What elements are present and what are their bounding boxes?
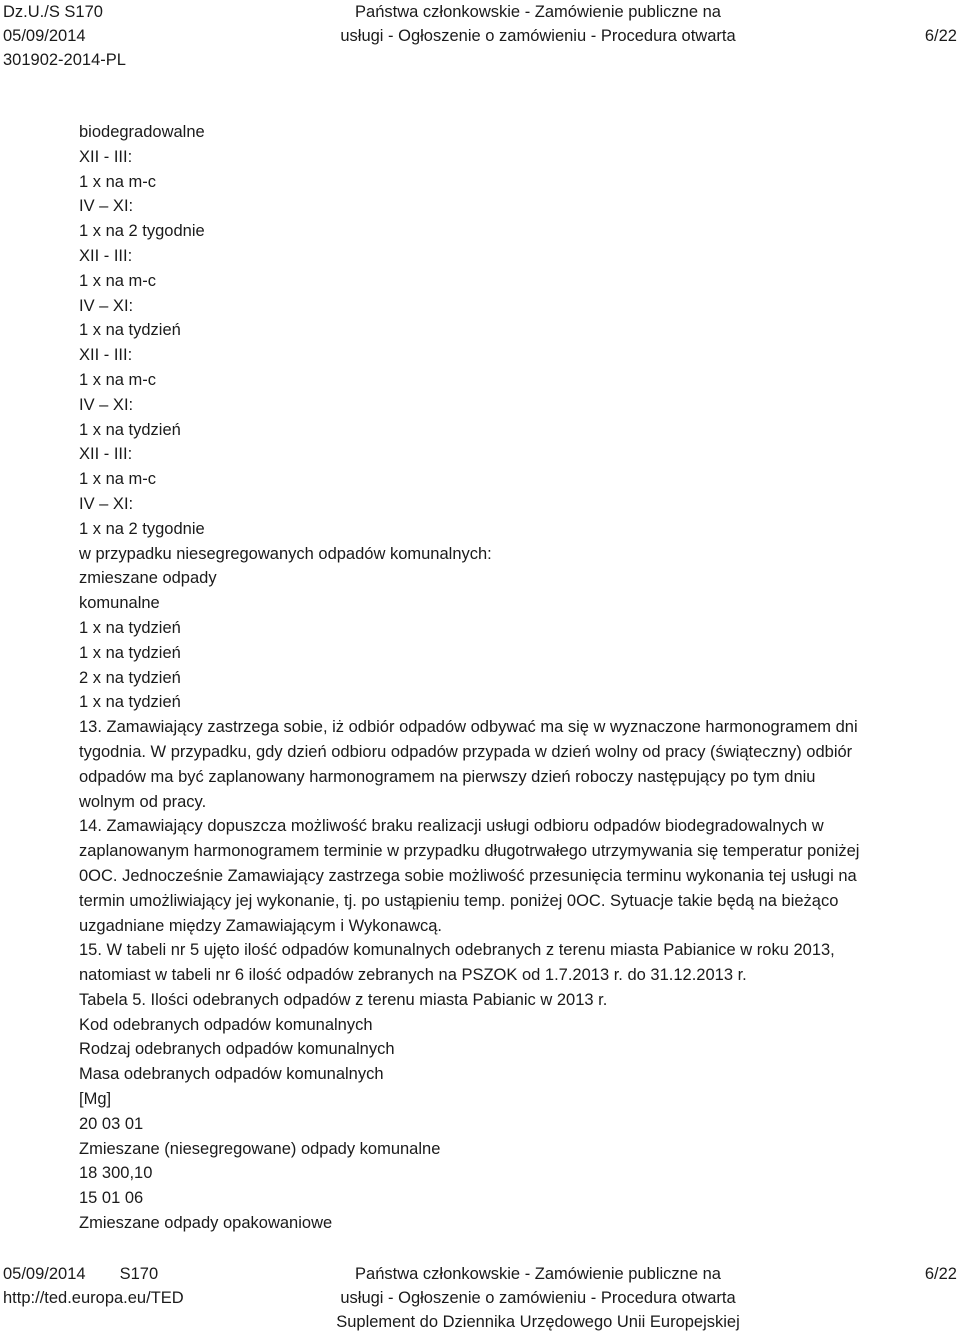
header-title-line-1: Państwa członkowskie - Zamówienie publiczne na [355,3,721,21]
body-line: 1 x na tydzień [79,618,181,637]
paragraph-line: odpadów ma być zaplanowany harmonogramem na pierwszy dzień roboczy następujący po tym dniu [79,767,816,786]
body-line: zmieszane odpady [79,569,217,588]
paragraph-line: termin umożliwiający jej wykonanie, tj. po ustąpieniu temp. poniżej 0OC. Sytuacje takie będą na bieżąco [79,891,839,910]
body-line: 1 x na tydzień [79,693,181,712]
table-header-code: Kod odebranych odpadów komunalnych [79,1015,373,1034]
body-line: IV – XI: [79,494,134,513]
body-line: 1 x na m-c [79,470,157,489]
body-line: XII - III: [79,445,133,464]
table-cell-code: 15 01 06 [79,1189,144,1208]
paragraph-15 [79,938,924,988]
schedule-list [79,120,924,715]
footer-right [925,1262,957,1286]
footer-supplement: Suplement do Dziennika Urzędowego Unii Europejskiej [336,1313,740,1331]
table-cell-mass: 18 300,10 [79,1164,153,1183]
table-5-content [79,988,924,1236]
body-line: XII - III: [79,346,133,365]
header-right [925,0,957,48]
body-line: 1 x na tydzień [79,321,181,340]
table-cell-type: Zmieszane (niesegregowane) odpady komunalne [79,1139,441,1158]
paragraph-13 [79,715,924,814]
footer-center [0,1262,960,1334]
header-notice-id: 301902-2014-PL [3,51,126,69]
paragraph-14 [79,814,924,938]
footer-page-number: 6/22 [924,1265,957,1283]
body-line: XII - III: [79,147,133,166]
header-center [0,0,960,48]
footer-series: S170 [119,1265,159,1283]
footer-url-link[interactable]: http://ted.europa.eu/TED [3,1289,184,1307]
paragraph-line: 0OC. Jednocześnie Zamawiający zastrzega sobie możliwość przesunięcia terminu wykonania tej usługi na [79,866,857,885]
body-line: 1 x na 2 tygodnie [79,222,205,241]
body-line: XII - III: [79,246,133,265]
footer-title-line-1: Państwa członkowskie - Zamówienie publiczne na [355,1265,721,1283]
body-line: IV – XI: [79,296,134,315]
table-caption: Tabela 5. Ilości odebranych odpadów z terenu miasta Pabianic w 2013 r. [79,990,608,1009]
body-line: 1 x na m-c [79,271,157,290]
body-line: biodegradowalne [79,123,205,141]
body-line: IV – XI: [79,395,134,414]
table-cell-type: Zmieszane odpady opakowaniowe [79,1214,333,1233]
footer-date: 05/09/2014 [3,1265,86,1283]
footer-title-line-2: usługi - Ogłoszenie o zamówieniu - Procedura otwarta [340,1289,736,1307]
body-line: 2 x na tydzień [79,668,181,687]
body-line: w przypadku niesegregowanych odpadów komunalnych: [79,544,492,563]
header-date: 05/09/2014 [3,27,86,45]
paragraph-line: wolnym od pracy. [79,792,207,811]
header-journal-ref: Dz.U./S S170 [3,3,103,21]
table-header-unit: [Mg] [79,1090,112,1109]
body-line: 1 x na m-c [79,172,157,191]
paragraph-line: 13. Zamawiający zastrzega sobie, iż odbiór odpadów odbywać ma się w wyznaczone harmonogramem dni [79,718,858,737]
header-title-line-2: usługi - Ogłoszenie o zamówieniu - Procedura otwarta [340,27,736,45]
header-page-number: 6/22 [924,27,957,45]
paragraph-line: natomiast w tabeli nr 6 ilość odpadów zebranych na PSZOK od 1.7.2013 r. do 31.12.2013 r. [79,966,747,985]
body-line: 1 x na m-c [79,370,157,389]
paragraph-line: tygodnia. W przypadku, gdy dzień odbioru odpadów przypada w dzień wolny od pracy (świąteczny) odbiór [79,742,853,761]
body-line: komunalne [79,594,160,613]
table-cell-code: 20 03 01 [79,1114,144,1133]
document-body [79,120,924,1236]
paragraph-line: uzgadniane między Zamawiającym i Wykonawcą. [79,916,442,935]
body-line: 1 x na tydzień [79,643,181,662]
paragraph-line: zaplanowanym harmonogramem terminie w przypadku długotrwałego utrzymywania się temperatur poniżej [79,842,860,861]
table-header-mass: Masa odebranych odpadów komunalnych [79,1065,384,1084]
body-line: IV – XI: [79,197,134,216]
body-line: 1 x na tydzień [79,420,181,439]
body-line: 1 x na 2 tygodnie [79,519,205,538]
paragraph-line: 15. W tabeli nr 5 ujęto ilość odpadów komunalnych odebranych z terenu miasta Pabianice w roku 2013, [79,941,835,960]
table-header-type: Rodzaj odebranych odpadów komunalnych [79,1040,395,1059]
paragraph-line: 14. Zamawiający dopuszcza możliwość braku realizacji usługi odbioru odpadów biodegradowalnych w [79,817,824,836]
